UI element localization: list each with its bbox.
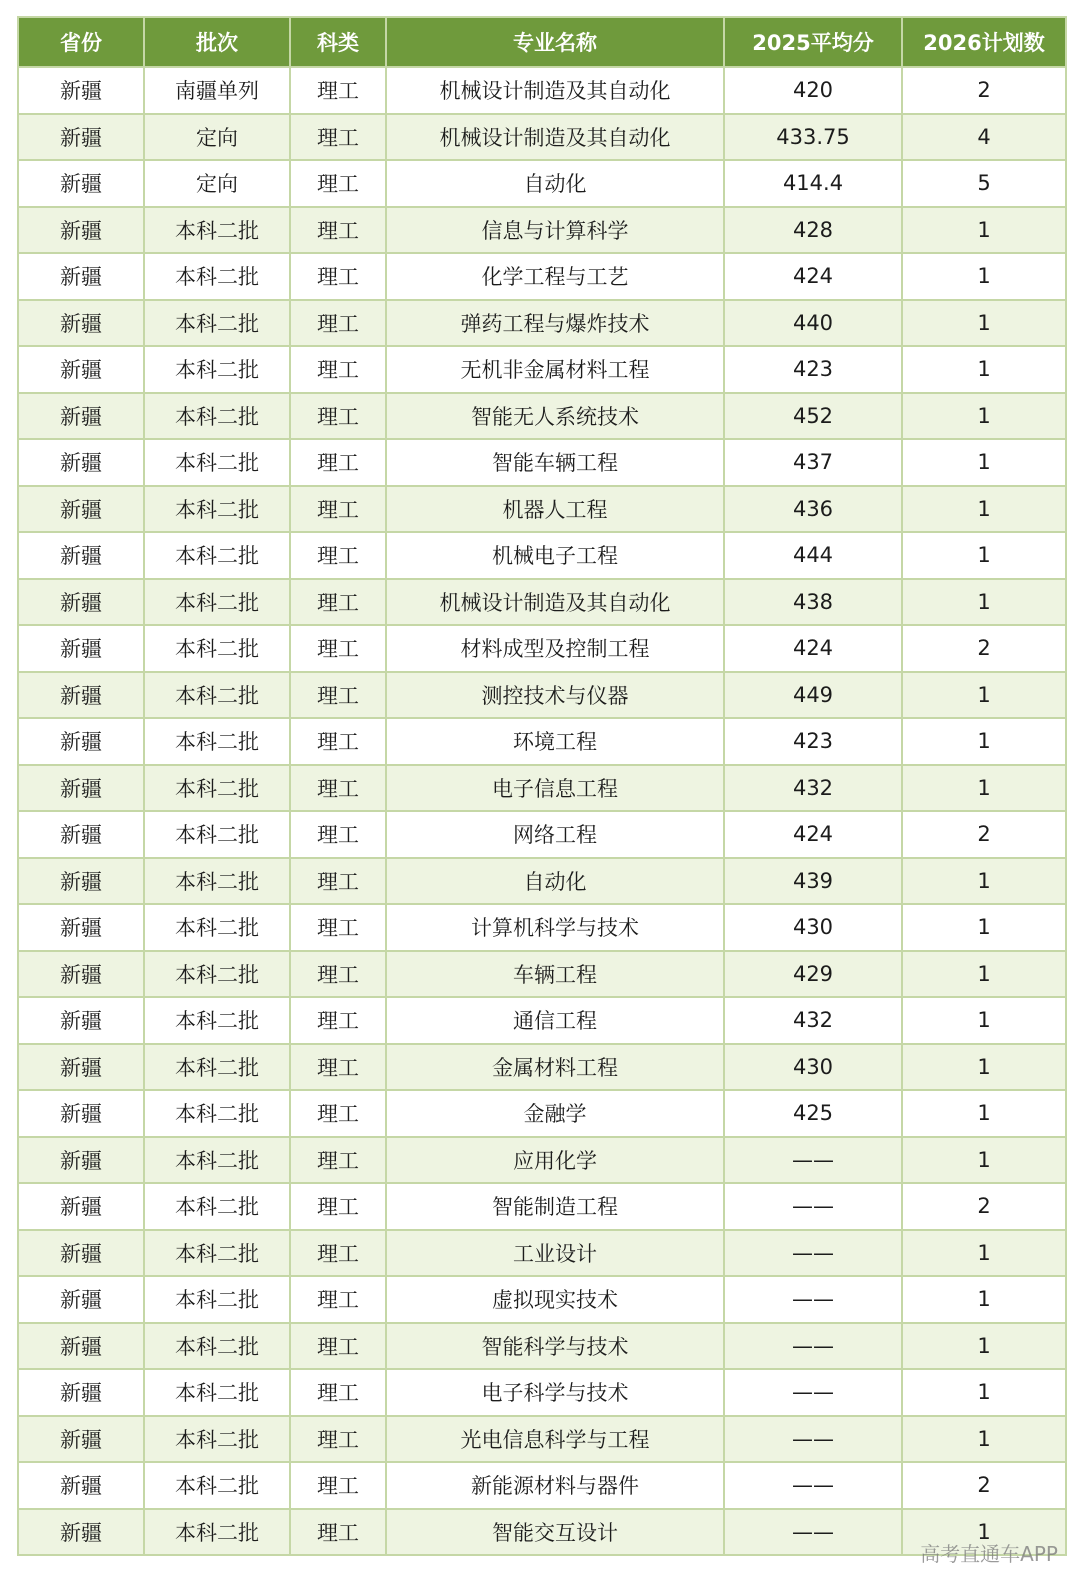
cell-plan-count: 1	[902, 439, 1066, 486]
cell-major-name: 金融学	[386, 1090, 724, 1137]
table-row	[18, 253, 1066, 300]
cell-major-name: 机械电子工程	[386, 532, 724, 579]
cell-avg-score: 428	[724, 207, 902, 254]
cell-batch: 本科二批	[144, 346, 290, 393]
table-row	[18, 858, 1066, 905]
header-subject-type: 科类	[290, 17, 386, 67]
cell-province: 新疆	[18, 1090, 144, 1137]
cell-plan-count: 1	[902, 1090, 1066, 1137]
cell-province: 新疆	[18, 1230, 144, 1277]
table-row	[18, 207, 1066, 254]
cell-plan-count: 1	[902, 1137, 1066, 1184]
cell-province: 新疆	[18, 1044, 144, 1091]
cell-major-name: 自动化	[386, 160, 724, 207]
cell-plan-count: 1	[902, 1044, 1066, 1091]
cell-province: 新疆	[18, 904, 144, 951]
cell-province: 新疆	[18, 1183, 144, 1230]
cell-avg-score: 452	[724, 393, 902, 440]
cell-province: 新疆	[18, 67, 144, 114]
cell-subject-type: 理工	[290, 1183, 386, 1230]
table-row	[18, 1230, 1066, 1277]
cell-batch: 本科二批	[144, 207, 290, 254]
cell-subject-type: 理工	[290, 951, 386, 998]
cell-major-name: 机器人工程	[386, 486, 724, 533]
cell-avg-score: 424	[724, 625, 902, 672]
cell-avg-score: ——	[724, 1323, 902, 1370]
header-row	[18, 17, 1066, 67]
cell-avg-score: 440	[724, 300, 902, 347]
cell-province: 新疆	[18, 393, 144, 440]
cell-batch: 本科二批	[144, 1323, 290, 1370]
cell-plan-count: 1	[902, 858, 1066, 905]
cell-plan-count: 1	[902, 765, 1066, 812]
cell-major-name: 信息与计算科学	[386, 207, 724, 254]
cell-province: 新疆	[18, 951, 144, 998]
table-row	[18, 951, 1066, 998]
cell-subject-type: 理工	[290, 858, 386, 905]
cell-province: 新疆	[18, 1509, 144, 1556]
cell-subject-type: 理工	[290, 253, 386, 300]
cell-subject-type: 理工	[290, 672, 386, 719]
cell-major-name: 材料成型及控制工程	[386, 625, 724, 672]
table-row	[18, 1416, 1066, 1463]
table-row	[18, 439, 1066, 486]
cell-province: 新疆	[18, 439, 144, 486]
table-row	[18, 811, 1066, 858]
cell-avg-score: 433.75	[724, 114, 902, 161]
cell-avg-score: 436	[724, 486, 902, 533]
cell-batch: 本科二批	[144, 300, 290, 347]
cell-province: 新疆	[18, 625, 144, 672]
table-row	[18, 765, 1066, 812]
cell-plan-count: 1	[902, 579, 1066, 626]
cell-province: 新疆	[18, 579, 144, 626]
admissions-table	[17, 16, 1067, 1556]
cell-province: 新疆	[18, 532, 144, 579]
cell-province: 新疆	[18, 160, 144, 207]
cell-major-name: 通信工程	[386, 997, 724, 1044]
cell-subject-type: 理工	[290, 439, 386, 486]
table-row	[18, 1090, 1066, 1137]
cell-avg-score: 423	[724, 718, 902, 765]
cell-major-name: 智能车辆工程	[386, 439, 724, 486]
cell-province: 新疆	[18, 858, 144, 905]
table-row	[18, 625, 1066, 672]
cell-batch: 本科二批	[144, 1183, 290, 1230]
cell-batch: 本科二批	[144, 1462, 290, 1509]
cell-batch: 本科二批	[144, 532, 290, 579]
cell-subject-type: 理工	[290, 997, 386, 1044]
cell-subject-type: 理工	[290, 1090, 386, 1137]
cell-major-name: 虚拟现实技术	[386, 1276, 724, 1323]
cell-major-name: 金属材料工程	[386, 1044, 724, 1091]
cell-plan-count: 2	[902, 67, 1066, 114]
table-row	[18, 532, 1066, 579]
table-row	[18, 1044, 1066, 1091]
cell-avg-score: 432	[724, 765, 902, 812]
cell-province: 新疆	[18, 207, 144, 254]
table-row	[18, 1369, 1066, 1416]
table-row	[18, 393, 1066, 440]
table-row	[18, 997, 1066, 1044]
cell-subject-type: 理工	[290, 532, 386, 579]
cell-subject-type: 理工	[290, 207, 386, 254]
cell-subject-type: 理工	[290, 579, 386, 626]
cell-subject-type: 理工	[290, 160, 386, 207]
table-row	[18, 904, 1066, 951]
cell-subject-type: 理工	[290, 1323, 386, 1370]
table-row	[18, 1462, 1066, 1509]
cell-major-name: 自动化	[386, 858, 724, 905]
cell-avg-score: ——	[724, 1230, 902, 1277]
cell-avg-score: ——	[724, 1462, 902, 1509]
cell-avg-score: 424	[724, 811, 902, 858]
cell-avg-score: 432	[724, 997, 902, 1044]
cell-province: 新疆	[18, 765, 144, 812]
cell-major-name: 智能制造工程	[386, 1183, 724, 1230]
cell-batch: 本科二批	[144, 718, 290, 765]
cell-avg-score: 430	[724, 1044, 902, 1091]
table-header	[18, 17, 1066, 67]
cell-batch: 本科二批	[144, 1276, 290, 1323]
table-row	[18, 579, 1066, 626]
table-row	[18, 346, 1066, 393]
cell-plan-count: 2	[902, 811, 1066, 858]
cell-plan-count: 1	[902, 1369, 1066, 1416]
cell-subject-type: 理工	[290, 765, 386, 812]
cell-province: 新疆	[18, 672, 144, 719]
cell-subject-type: 理工	[290, 67, 386, 114]
cell-avg-score: ——	[724, 1416, 902, 1463]
table-row	[18, 300, 1066, 347]
table-row	[18, 67, 1066, 114]
cell-plan-count: 1	[902, 904, 1066, 951]
table-row	[18, 1276, 1066, 1323]
cell-avg-score: 438	[724, 579, 902, 626]
table-row	[18, 672, 1066, 719]
cell-subject-type: 理工	[290, 811, 386, 858]
cell-major-name: 测控技术与仪器	[386, 672, 724, 719]
cell-batch: 本科二批	[144, 672, 290, 719]
header-major-name: 专业名称	[386, 17, 724, 67]
cell-province: 新疆	[18, 1323, 144, 1370]
cell-province: 新疆	[18, 114, 144, 161]
watermark: 高考直通车APP	[920, 1542, 1058, 1566]
cell-subject-type: 理工	[290, 718, 386, 765]
cell-major-name: 应用化学	[386, 1137, 724, 1184]
cell-subject-type: 理工	[290, 1416, 386, 1463]
cell-batch: 本科二批	[144, 579, 290, 626]
cell-avg-score: 423	[724, 346, 902, 393]
cell-batch: 本科二批	[144, 811, 290, 858]
cell-province: 新疆	[18, 1462, 144, 1509]
cell-plan-count: 1	[902, 1230, 1066, 1277]
cell-plan-count: 1	[902, 951, 1066, 998]
cell-batch: 本科二批	[144, 625, 290, 672]
table-row	[18, 160, 1066, 207]
cell-batch: 本科二批	[144, 904, 290, 951]
cell-plan-count: 1	[902, 346, 1066, 393]
cell-plan-count: 1	[902, 300, 1066, 347]
cell-batch: 本科二批	[144, 1044, 290, 1091]
cell-batch: 定向	[144, 114, 290, 161]
cell-major-name: 工业设计	[386, 1230, 724, 1277]
cell-major-name: 电子信息工程	[386, 765, 724, 812]
cell-batch: 本科二批	[144, 439, 290, 486]
table-row	[18, 718, 1066, 765]
cell-major-name: 计算机科学与技术	[386, 904, 724, 951]
table-row	[18, 1509, 1066, 1556]
cell-batch: 本科二批	[144, 951, 290, 998]
table-row	[18, 114, 1066, 161]
cell-batch: 本科二批	[144, 858, 290, 905]
cell-plan-count: 1	[902, 532, 1066, 579]
cell-subject-type: 理工	[290, 486, 386, 533]
cell-province: 新疆	[18, 718, 144, 765]
header-avg-score-2025: 2025平均分	[724, 17, 902, 67]
cell-batch: 本科二批	[144, 1416, 290, 1463]
cell-major-name: 网络工程	[386, 811, 724, 858]
cell-avg-score: ——	[724, 1509, 902, 1556]
cell-province: 新疆	[18, 253, 144, 300]
cell-avg-score: 425	[724, 1090, 902, 1137]
table-row	[18, 486, 1066, 533]
cell-major-name: 机械设计制造及其自动化	[386, 67, 724, 114]
cell-plan-count: 4	[902, 114, 1066, 161]
cell-avg-score: 430	[724, 904, 902, 951]
cell-subject-type: 理工	[290, 1137, 386, 1184]
cell-major-name: 环境工程	[386, 718, 724, 765]
cell-batch: 本科二批	[144, 1509, 290, 1556]
admissions-table-container	[17, 16, 1065, 1556]
cell-province: 新疆	[18, 997, 144, 1044]
cell-batch: 本科二批	[144, 1090, 290, 1137]
cell-plan-count: 1	[902, 486, 1066, 533]
cell-plan-count: 1	[902, 1276, 1066, 1323]
header-plan-count-2026: 2026计划数	[902, 17, 1066, 67]
cell-avg-score: ——	[724, 1183, 902, 1230]
cell-subject-type: 理工	[290, 346, 386, 393]
cell-major-name: 智能科学与技术	[386, 1323, 724, 1370]
cell-batch: 本科二批	[144, 1137, 290, 1184]
cell-plan-count: 1	[902, 253, 1066, 300]
cell-major-name: 智能无人系统技术	[386, 393, 724, 440]
cell-subject-type: 理工	[290, 1230, 386, 1277]
cell-plan-count: 2	[902, 1462, 1066, 1509]
cell-plan-count: 1	[902, 718, 1066, 765]
cell-plan-count: 1	[902, 207, 1066, 254]
cell-major-name: 车辆工程	[386, 951, 724, 998]
cell-avg-score: 439	[724, 858, 902, 905]
cell-plan-count: 1	[902, 393, 1066, 440]
cell-subject-type: 理工	[290, 1369, 386, 1416]
cell-province: 新疆	[18, 486, 144, 533]
cell-plan-count: 1	[902, 997, 1066, 1044]
cell-major-name: 电子科学与技术	[386, 1369, 724, 1416]
cell-province: 新疆	[18, 811, 144, 858]
cell-major-name: 无机非金属材料工程	[386, 346, 724, 393]
cell-plan-count: 1	[902, 1416, 1066, 1463]
cell-batch: 本科二批	[144, 997, 290, 1044]
cell-avg-score: 429	[724, 951, 902, 998]
cell-plan-count: 5	[902, 160, 1066, 207]
cell-major-name: 光电信息科学与工程	[386, 1416, 724, 1463]
cell-plan-count: 1	[902, 1509, 1066, 1556]
cell-subject-type: 理工	[290, 1509, 386, 1556]
cell-subject-type: 理工	[290, 300, 386, 347]
cell-province: 新疆	[18, 346, 144, 393]
cell-subject-type: 理工	[290, 1276, 386, 1323]
cell-avg-score: 424	[724, 253, 902, 300]
cell-avg-score: 420	[724, 67, 902, 114]
cell-batch: 本科二批	[144, 765, 290, 812]
cell-major-name: 智能交互设计	[386, 1509, 724, 1556]
table-row	[18, 1183, 1066, 1230]
cell-subject-type: 理工	[290, 1044, 386, 1091]
cell-major-name: 化学工程与工艺	[386, 253, 724, 300]
cell-avg-score: ——	[724, 1276, 902, 1323]
header-batch: 批次	[144, 17, 290, 67]
cell-province: 新疆	[18, 1416, 144, 1463]
cell-batch: 本科二批	[144, 253, 290, 300]
cell-plan-count: 1	[902, 672, 1066, 719]
cell-avg-score: 414.4	[724, 160, 902, 207]
cell-avg-score: 437	[724, 439, 902, 486]
header-province: 省份	[18, 17, 144, 67]
cell-major-name: 机械设计制造及其自动化	[386, 114, 724, 161]
table-row	[18, 1137, 1066, 1184]
cell-subject-type: 理工	[290, 1462, 386, 1509]
cell-batch: 南疆单列	[144, 67, 290, 114]
cell-avg-score: ——	[724, 1369, 902, 1416]
cell-avg-score: 449	[724, 672, 902, 719]
cell-batch: 本科二批	[144, 1230, 290, 1277]
cell-major-name: 弹药工程与爆炸技术	[386, 300, 724, 347]
cell-subject-type: 理工	[290, 625, 386, 672]
cell-major-name: 机械设计制造及其自动化	[386, 579, 724, 626]
cell-avg-score: 444	[724, 532, 902, 579]
cell-batch: 本科二批	[144, 1369, 290, 1416]
cell-plan-count: 2	[902, 625, 1066, 672]
cell-province: 新疆	[18, 1137, 144, 1184]
table-body	[18, 67, 1066, 1555]
cell-batch: 定向	[144, 160, 290, 207]
cell-subject-type: 理工	[290, 114, 386, 161]
cell-batch: 本科二批	[144, 393, 290, 440]
cell-plan-count: 2	[902, 1183, 1066, 1230]
cell-batch: 本科二批	[144, 486, 290, 533]
cell-subject-type: 理工	[290, 904, 386, 951]
cell-major-name: 新能源材料与器件	[386, 1462, 724, 1509]
cell-plan-count: 1	[902, 1323, 1066, 1370]
cell-province: 新疆	[18, 300, 144, 347]
cell-province: 新疆	[18, 1369, 144, 1416]
cell-avg-score: ——	[724, 1137, 902, 1184]
table-row	[18, 1323, 1066, 1370]
cell-province: 新疆	[18, 1276, 144, 1323]
cell-subject-type: 理工	[290, 393, 386, 440]
